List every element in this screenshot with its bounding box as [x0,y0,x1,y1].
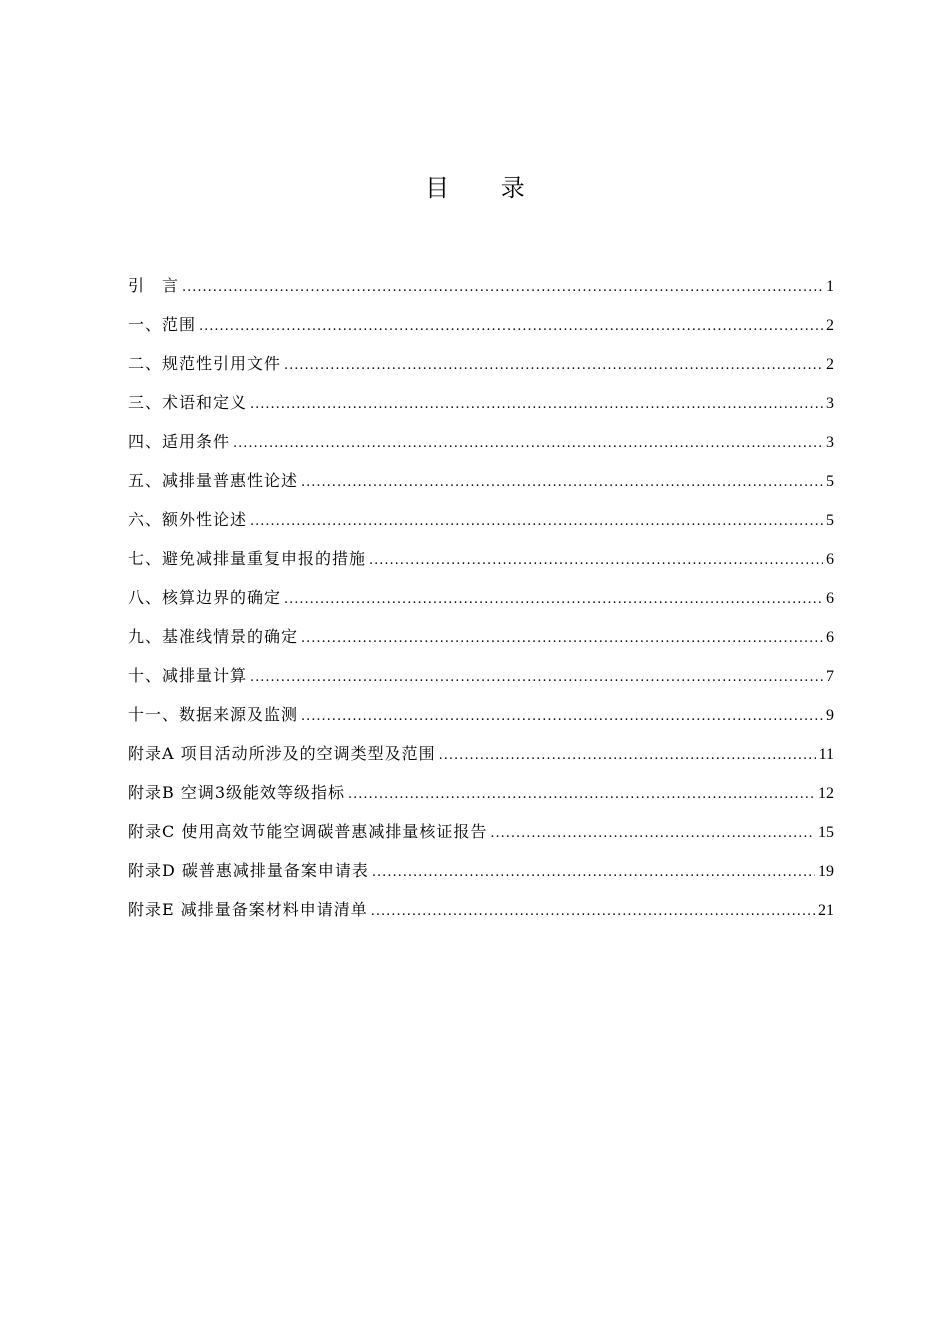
toc-entry-page: 6 [826,629,834,646]
toc-entry-page: 1 [826,278,834,295]
toc-entry[interactable] [128,859,834,898]
toc-entry-label: 四、适用条件 [128,432,231,451]
toc-dot-leader [301,627,823,651]
toc-entry[interactable] [128,469,834,508]
toc-entry-label: 七、避免减排量重复申报的措施 [128,549,367,568]
toc-dot-leader [284,354,823,378]
toc-entry[interactable] [128,274,834,313]
toc-entry[interactable] [128,781,834,820]
toc-dot-leader [348,783,815,807]
toc-dot-leader [369,549,823,573]
toc-entry-label: 附录E 减排量备案材料申请清单 [128,900,368,919]
toc-entry[interactable] [128,430,834,469]
toc-entry[interactable] [128,703,834,742]
toc-entry-page: 3 [826,395,834,412]
toc-dot-leader [371,900,815,924]
toc-entry[interactable] [128,547,834,586]
toc-entry-label: 二、规范性引用文件 [128,354,282,373]
toc-dot-leader [439,744,816,768]
toc-entry-label: 十、减排量计算 [128,666,248,685]
toc-entry-page: 21 [818,902,834,919]
toc-entry-page: 15 [818,824,834,841]
toc-entry-label: 九、基准线情景的确定 [128,627,299,646]
toc-entry[interactable] [128,742,834,781]
toc-title: 目 录 [425,174,547,202]
toc-entry[interactable] [128,625,834,664]
toc-entry[interactable] [128,820,834,859]
toc-entry-label: 附录C 使用高效节能空调碳普惠减排量核证报告 [128,822,488,841]
toc-dot-leader [301,705,823,729]
toc-dot-leader [199,315,823,339]
toc-entry-label: 五、减排量普惠性论述 [128,471,299,490]
toc-entry[interactable] [128,664,834,703]
toc-entry-label: 附录B 空调3级能效等级指标 [128,783,346,802]
toc-list [128,274,834,937]
toc-dot-leader [250,666,823,690]
toc-entry-page: 11 [818,746,834,763]
toc-dot-leader [301,471,823,495]
toc-entry-label: 三、术语和定义 [128,393,248,412]
toc-entry-label: 一、范围 [128,315,197,334]
toc-entry[interactable] [128,313,834,352]
toc-entry-page: 6 [826,551,834,568]
toc-entry-page: 9 [826,707,834,724]
toc-entry-label: 六、额外性论述 [128,510,248,529]
toc-dot-leader [250,510,823,534]
toc-entry-label: 八、核算边界的确定 [128,588,282,607]
toc-entry[interactable] [128,586,834,625]
toc-dot-leader [250,393,823,417]
toc-entry-page: 3 [826,434,834,451]
toc-dot-leader [490,822,815,846]
toc-entry-page: 2 [826,356,834,373]
toc-entry-page: 7 [826,668,834,685]
toc-entry-label: 附录D 碳普惠减排量备案申请表 [128,861,369,880]
toc-entry-page: 2 [826,317,834,334]
toc-entry-label: 引 言 [128,276,180,295]
toc-entry-page: 5 [826,512,834,529]
toc-entry-label: 十一、数据来源及监测 [128,705,299,724]
toc-entry-page: 19 [818,863,834,880]
toc-dot-leader [284,588,823,612]
toc-entry-page: 6 [826,590,834,607]
toc-dot-leader [182,276,823,300]
toc-entry[interactable] [128,391,834,430]
toc-entry[interactable] [128,352,834,391]
toc-entry-page: 5 [826,473,834,490]
toc-dot-leader [233,432,823,456]
toc-entry[interactable] [128,508,834,547]
toc-entry[interactable] [128,898,834,937]
toc-entry-page: 12 [818,785,834,802]
toc-dot-leader [372,861,815,885]
toc-entry-label: 附录A 项目活动所涉及的空调类型及范围 [128,744,436,763]
